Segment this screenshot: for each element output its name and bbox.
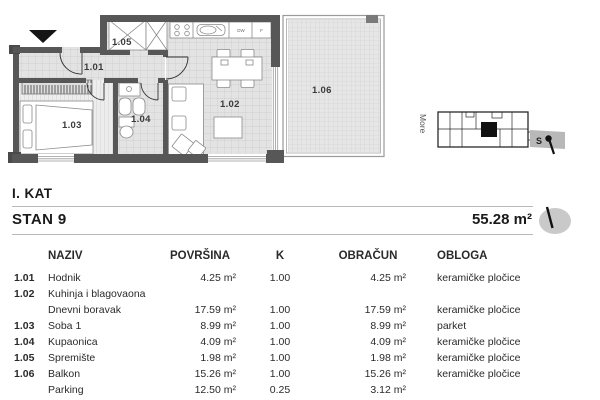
room-label-102: 1.02 xyxy=(220,99,240,110)
table-row xyxy=(0,336,600,352)
calculated-area: 4.09 m² xyxy=(370,336,406,348)
fridge-label: F xyxy=(260,28,263,33)
table-row xyxy=(0,368,600,384)
table-row xyxy=(0,384,600,400)
table-row xyxy=(0,288,600,304)
room-area: 4.09 m² xyxy=(200,336,236,348)
sea-direction-label: More xyxy=(418,114,428,134)
room-name: Parking xyxy=(48,384,84,396)
row-number: 1.02 xyxy=(14,288,35,300)
calculated-area: 17.59 m² xyxy=(364,304,406,316)
bed xyxy=(20,101,93,154)
divider xyxy=(12,234,533,235)
coefficient: 1.00 xyxy=(269,368,291,380)
col-header-naziv: NAZIV xyxy=(48,250,83,262)
room-label-104: 1.04 xyxy=(131,114,151,125)
room-name: Dnevni boravak xyxy=(48,304,121,316)
table-row xyxy=(0,272,600,288)
sofa xyxy=(169,84,207,158)
room-name: Kuhinja i blagovaona xyxy=(48,288,146,300)
room-label-103: 1.03 xyxy=(62,120,82,131)
row-number: 1.06 xyxy=(14,368,35,380)
col-header-k: K xyxy=(275,250,285,262)
coffee-table xyxy=(214,117,242,138)
pillow-icon xyxy=(23,130,32,148)
floor-title: I. KAT xyxy=(12,186,53,201)
room-label-101: 1.01 xyxy=(84,62,104,73)
room-label-105: 1.05 xyxy=(112,37,132,48)
total-area: 55.28 m² xyxy=(471,211,532,228)
kitchen-counter xyxy=(170,22,271,38)
bidet-icon xyxy=(119,98,131,115)
highlighted-unit xyxy=(481,122,497,137)
room-area: 12.50 m² xyxy=(194,384,236,396)
coefficient: 0.25 xyxy=(269,384,291,396)
room-area: 17.59 m² xyxy=(194,304,236,316)
floor-finish: keramičke pločice xyxy=(437,352,521,364)
row-number: 1.03 xyxy=(14,320,35,332)
north-label: S xyxy=(536,136,543,146)
stove-burner-icon xyxy=(185,25,190,30)
entrance-arrow-icon xyxy=(29,30,57,43)
stove-burner-icon xyxy=(175,25,180,30)
col-header-obloga: OBLOGA xyxy=(437,250,488,262)
stove-burner-icon xyxy=(185,31,190,36)
floor-finish: keramičke pločice xyxy=(437,304,521,316)
coefficient: 1.00 xyxy=(269,320,291,332)
site-map xyxy=(418,112,565,154)
room-name: Balkon xyxy=(48,368,81,380)
col-header-povrsina: POVRŠINA xyxy=(169,250,231,262)
calculated-area: 15.26 m² xyxy=(364,368,406,380)
floor-finish: parket xyxy=(437,320,467,332)
calculated-area: 3.12 m² xyxy=(370,384,406,396)
room-area: 1.98 m² xyxy=(200,352,236,364)
dishwasher-label: DW xyxy=(237,28,245,33)
coefficient: 1.00 xyxy=(269,352,291,364)
compass-icon xyxy=(539,207,571,234)
balcony-floor xyxy=(288,20,380,152)
calculated-area: 1.98 m² xyxy=(370,352,406,364)
floor-finish: keramičke pločice xyxy=(437,336,521,348)
floor-finish: keramičke pločice xyxy=(437,368,521,380)
table-header xyxy=(0,250,600,266)
room-name: Hodnik xyxy=(48,272,81,284)
table-row xyxy=(0,320,600,336)
row-number: 1.05 xyxy=(14,352,35,364)
room-name: Spremište xyxy=(48,352,96,364)
room-area: 8.99 m² xyxy=(200,320,236,332)
row-number: 1.04 xyxy=(14,336,35,348)
room-name: Kupaonica xyxy=(48,336,98,348)
divider xyxy=(12,206,533,207)
calculated-area: 8.99 m² xyxy=(370,320,406,332)
table-row xyxy=(0,304,600,320)
room-area: 15.26 m² xyxy=(194,368,236,380)
row-number: 1.01 xyxy=(14,272,35,284)
coefficient: 1.00 xyxy=(269,272,291,284)
room-name: Soba 1 xyxy=(48,320,82,332)
coefficient: 1.00 xyxy=(269,336,291,348)
room-area: 4.25 m² xyxy=(200,272,236,284)
toilet-tank-icon xyxy=(133,98,145,115)
unit-title: STAN 9 xyxy=(12,211,67,228)
table-row xyxy=(0,352,600,368)
coefficient: 1.00 xyxy=(269,304,291,316)
floor-finish: keramičke pločice xyxy=(437,272,521,284)
col-header-obracun: OBRAČUN xyxy=(338,250,398,262)
room-label-106: 1.06 xyxy=(312,85,332,96)
stove-burner-icon xyxy=(175,31,180,36)
calculated-area: 4.25 m² xyxy=(370,272,406,284)
pillow-icon xyxy=(23,105,32,123)
